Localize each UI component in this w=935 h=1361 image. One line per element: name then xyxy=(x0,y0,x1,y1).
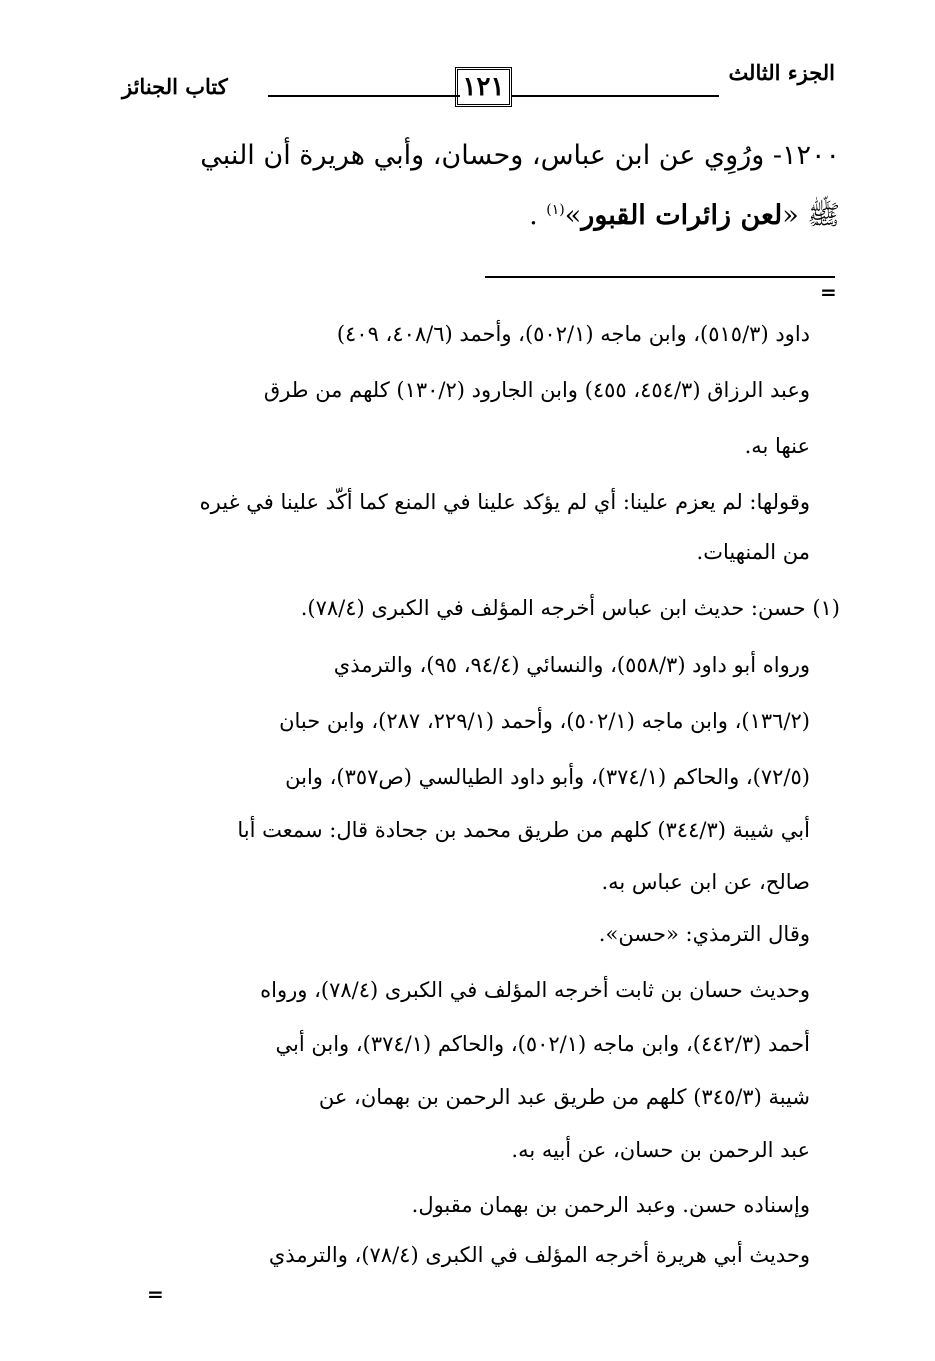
continuation-mark-bottom: = xyxy=(147,1282,164,1306)
hadith-quote: لعن زائرات القبور xyxy=(581,200,783,231)
footnote-marker: (١) xyxy=(546,202,565,218)
footnote-line: وقولها: لم يعزم علينا: أي لم يؤكد علينا في المنع كما أكّد علينا في غيره xyxy=(199,490,810,514)
footnote-line: وقال الترمذي: «حسن». xyxy=(598,922,810,946)
footnote-line: وعبد الرزاق (٤٥٤/٣، ٤٥٥) وابن الجارود (١٣٠/٢) كلهم من طرق xyxy=(263,378,810,402)
hadith-quote-open: ﷺ « xyxy=(782,200,840,231)
footnote-line: ورواه أبو داود (٥٥٨/٣)، والنسائي (٩٤/٤، ٩٥)، والترمذي xyxy=(333,653,810,677)
footnote-line: أحمد (٤٤٢/٣)، وابن ماجه (٥٠٢/١)، والحاكم (٣٧٤/١)، وابن أبي xyxy=(275,1032,810,1056)
page-number: ١٢١ xyxy=(455,67,512,107)
hadith-end: . xyxy=(529,200,547,231)
footnote-line: أبي شيبة (٣٤٤/٣) كلهم من طريق محمد بن جحادة قال: سمعت أبا xyxy=(237,818,810,842)
footnote-line: شيبة (٣٤٥/٣) كلهم من طريق عبد الرحمن بن بهمان، عن xyxy=(318,1085,810,1109)
footnote-line: من المنهيات. xyxy=(696,540,810,564)
hadith-quote-close: » xyxy=(564,200,582,231)
footnote-line: (١٣٦/٢)، وابن ماجه (٥٠٢/١)، وأحمد (٢٢٩/١، ٢٨٧)، وابن حبان xyxy=(279,709,810,733)
hadith-line-1: ١٢٠٠- ورُوِي عن ابن عباس، وحسان، وأبي هريرة أن النبي xyxy=(200,140,840,171)
footnote-line: عنها به. xyxy=(744,434,810,458)
footnote-divider xyxy=(485,276,835,278)
continuation-mark-top: = xyxy=(820,280,837,304)
header-rule-right xyxy=(512,95,719,97)
header-rule-left xyxy=(268,95,460,97)
hadith-line-2 xyxy=(140,198,840,238)
footnote-line: وإسناده حسن. وعبد الرحمن بن بهمان مقبول. xyxy=(411,1193,810,1217)
running-header-part: الجزء الثالث xyxy=(728,60,835,85)
footnote-line: صالح، عن ابن عباس به. xyxy=(601,870,810,894)
running-header-book: كتاب الجنائز xyxy=(122,74,228,99)
footnote-line: (٧٢/٥)، والحاكم (٣٧٤/١)، وأبو داود الطيالسي (ص٣٥٧)، وابن xyxy=(285,765,810,789)
footnote-line: عبد الرحمن بن حسان، عن أبيه به. xyxy=(511,1138,810,1162)
footnote-line: وحديث أبي هريرة أخرجه المؤلف في الكبرى (٧٨/٤)، والترمذي xyxy=(268,1243,810,1267)
footnote-line: وحديث حسان بن ثابت أخرجه المؤلف في الكبرى (٧٨/٤)، ورواه xyxy=(260,978,810,1002)
footnote-line: (١) حسن: حديث ابن عباس أخرجه المؤلف في الكبرى (٧٨/٤). xyxy=(300,596,840,620)
footnote-line: داود (٥١٥/٣)، وابن ماجه (٥٠٢/١)، وأحمد (٤٠٨/٦، ٤٠٩) xyxy=(336,322,810,346)
